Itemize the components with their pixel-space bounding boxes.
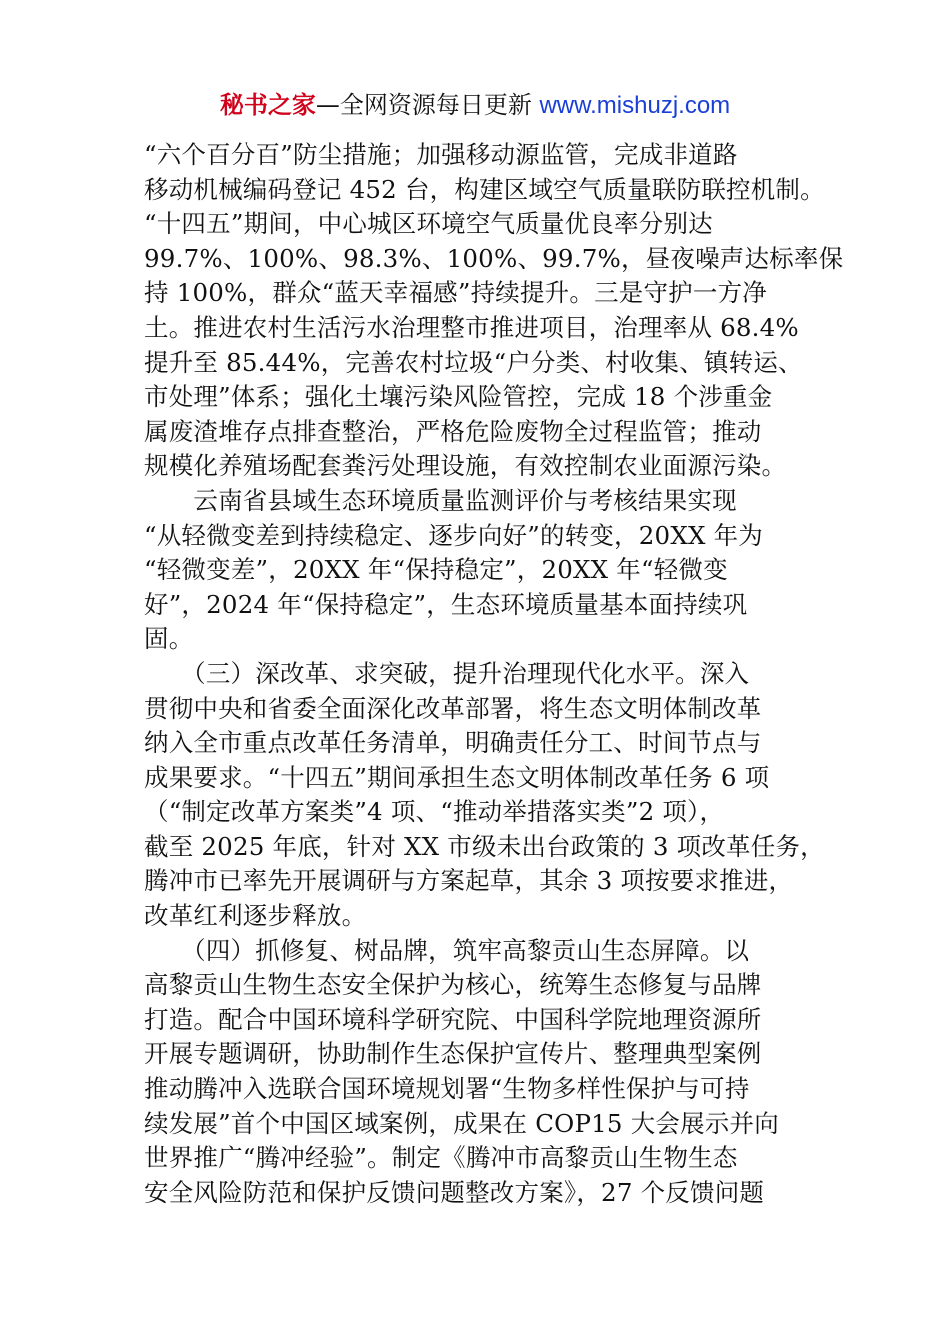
text-line: 贯彻中央和省委全面深化改革部署，将生态文明体制改革 [144,693,762,723]
text-line: “六个百分百”防尘措施；加强移动源监管，完成非道路 [144,140,738,169]
text-line: 截至 2025 年底，针对 XX 市级未出台政策的 3 项改革任务， [144,831,825,861]
text-line: 打造。配合中国环境科学研究院、中国科学院地理资源所 [144,1004,762,1034]
text-line: 规模化养殖场配套粪污处理设施，有效控制农业面源污染。 [144,451,787,481]
paragraph-start-line: 云南省县域生态环境质量监测评价与考核结果实现 [144,485,737,515]
site-tagline: —全网资源每日更新 [315,91,540,119]
text-line: 改革红利逐步释放。 [144,901,367,931]
text-line: 腾冲市已率先开展调研与方案起草，其余 3 项按要求推进， [144,866,794,896]
text-line: 世界推广“腾冲经验”。制定《腾冲市高黎贡山生物生态 [144,1143,738,1173]
section-heading-line: （四）抓修复、树品牌，筑牢高黎贡山生态屏障。以 [144,935,750,965]
site-brand: 秘书之家 [219,91,316,119]
site-url-link[interactable]: www.mishuzj.com [539,92,731,119]
section-heading-line: （三）深改革、求突破，提升治理现代化水平。深入 [144,658,750,688]
text-line: 持 100%，群众“蓝天幸福感”持续提升。三是守护一方净 [144,278,767,308]
text-line: 纳入全市重点改革任务清单，明确责任分工、时间节点与 [144,728,762,758]
site-header [0,88,950,123]
text-line: 高黎贡山生物生态安全保护为核心，统筹生态修复与品牌 [144,970,762,1000]
text-line: 安全风险防范和保护反馈问题整改方案》，27 个反馈问题 [144,1177,765,1207]
text-line: 提升至 85.44%，完善农村垃圾“户分类、村收集、镇转运、 [144,347,803,377]
text-line: 成果要求。“十四五”期间承担生态文明体制改革任务 6 项 [144,762,770,792]
text-line: 市处理”体系；强化土壤污染风险管控，完成 18 个涉重金 [144,382,773,412]
text-line: 推动腾冲入选联合国环境规划署“生物多样性保护与可持 [144,1074,750,1104]
text-line: 开展专题调研，协助制作生态保护宣传片、整理典型案例 [144,1039,762,1069]
text-line: 好”，2024 年“保持稳定”，生态环境质量基本面持续巩 [144,589,748,619]
text-line: （“制定改革方案类”4 项、“推动举措落实类”2 项）， [144,797,725,827]
text-line: 续发展”首个中国区域案例，成果在 COP15 大会展示并向 [144,1108,779,1138]
text-line: 属废渣堆存点排查整治，严格危险废物全过程监管；推动 [144,416,762,446]
text-line: 固。 [144,624,194,654]
text-line: “十四五”期间，中心城区环境空气质量优良率分别达 [144,209,713,239]
text-line: “从轻微变差到持续稳定、逐步向好”的转变，20XX 年为 [144,520,763,550]
text-line: 移动机械编码登记 452 台，构建区域空气质量联防联控机制。 [144,174,825,204]
text-line: “轻微变差”，20XX 年“保持稳定”，20XX 年“轻微变 [144,555,728,585]
text-line: 土。推进农村生活污水治理整市推进项目，治理率从 68.4% [144,312,799,342]
document-body [144,138,844,1210]
text-line: 99.7%、100%、98.3%、100%、99.7%，昼夜噪声达标率保 [144,243,844,273]
